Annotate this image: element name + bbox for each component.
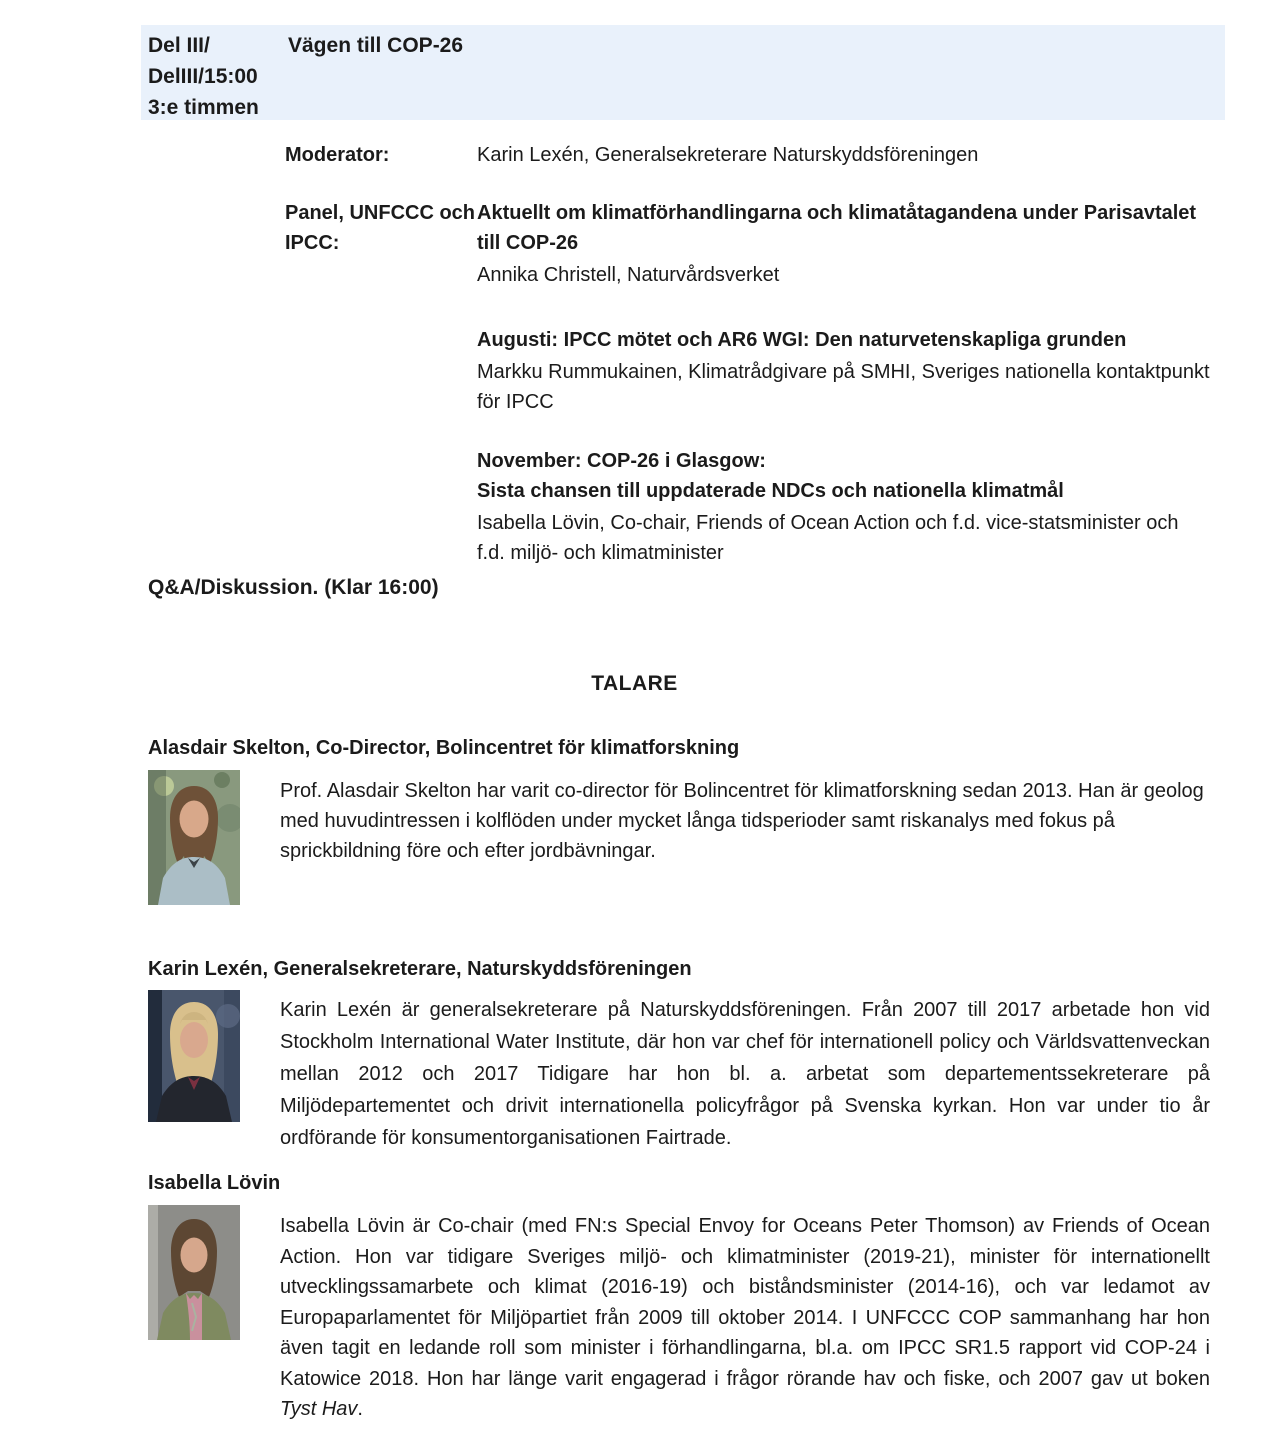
program-item-title: Aktuellt om klimatförhandlingarna och klimatåtagandena under Parisavtalet till COP-26 <box>477 202 1197 254</box>
bio-book-title: Tyst Hav <box>280 1398 358 1420</box>
moderator-value: Karin Lexén, Generalsekreterare Naturskyddsföreningen <box>477 144 979 166</box>
speaker-name-alasdair-skelton: Alasdair Skelton, Co-Director, Bolincentret för klimatforskning <box>148 737 740 759</box>
speaker-bio-alasdair-skelton: Prof. Alasdair Skelton har varit co-director för Bolincentret för klimatforskning sedan 2013. Han är geolog med huvudintressen i kolflöden under mycket långa tidsperioder samt riskanalys med fokus på sprickbildning före och efter jordbävningar. <box>280 780 1204 862</box>
program-item-speaker: Isabella Lövin, Co-chair, Friends of Ocean Action och f.d. vice-statsminister och f.d. miljö- och klimatminister <box>477 512 1179 564</box>
speaker-photo-alasdair-skelton <box>148 770 240 905</box>
session-title: Vägen till COP-26 <box>288 34 464 57</box>
program-item-title: Augusti: IPCC mötet och AR6 WGI: Den naturvetenskapliga grunden <box>477 329 1127 351</box>
session-part-line3: 3:e timmen <box>148 96 259 119</box>
speaker-bio-karin-lexen: Karin Lexén är generalsekreterare på Naturskyddsföreningen. Från 2007 till 2017 arbetade hon vid Stockholm International Water Institute, där hon var chef för internationell policy och Världsvattenveckan mellan 2012 och 2017 Tidigare har hon bl. a. arbetat som departementssekreterare på Miljödepartementet och drivit internationella policyfrågor på Svenska kyrkan. Hon var under tio år ordförande för konsumentorganisationen Fairtrade. <box>280 999 1210 1149</box>
speaker-photo-karin-lexen <box>148 990 240 1122</box>
panel-label-line1: Panel, UNFCCC och <box>285 202 476 224</box>
program-item-speaker: Markku Rummukainen, Klimatrådgivare på SMHI, Sveriges nationella kontaktpunkt för IPCC <box>477 361 1210 413</box>
panel-label <box>285 198 477 258</box>
program-item-speaker: Annika Christell, Naturvårdsverket <box>477 264 780 286</box>
program-item-title-line2: Sista chansen till uppdaterade NDCs och nationella klimatmål <box>477 480 1064 502</box>
speaker-name-isabella-lovin: Isabella Lövin <box>148 1172 281 1194</box>
moderator-label: Moderator: <box>285 144 390 166</box>
session-header <box>141 25 1225 120</box>
session-part-line2: DelIII/15:00 <box>148 65 258 88</box>
program-item-title <box>477 446 1210 506</box>
speakers-section-heading: TALARE <box>591 672 678 695</box>
speaker-bio-isabella-lovin <box>280 1211 1210 1425</box>
speaker-name-karin-lexen: Karin Lexén, Generalsekreterare, Naturskyddsföreningen <box>148 958 692 980</box>
session-part <box>148 30 259 123</box>
portrait-alasdair-skelton-icon <box>148 770 240 905</box>
portrait-karin-lexen-icon <box>148 990 240 1122</box>
bio-text-end: . <box>357 1398 363 1420</box>
portrait-isabella-lovin-icon <box>148 1205 240 1340</box>
speaker-photo-isabella-lovin <box>148 1205 240 1340</box>
panel-label-line2: IPCC: <box>285 232 340 254</box>
session-part-line1: Del III/ <box>148 34 210 57</box>
program-item-title-line1: November: COP-26 i Glasgow: <box>477 450 766 472</box>
bio-text: Isabella Lövin är Co-chair (med FN:s Special Envoy for Oceans Peter Thomson) av Friends of Ocean Action. Hon var tidigare Sveriges miljö- och klimatminister (2019-21), minister för internationellt utvecklingssamarbete och klimat (2016-19) och biståndsminister (2014-16), och var ledamot av Europaparlamentet för Miljöpartiet från 2009 till oktober 2014. I UNFCCC COP sammanhang har hon även tagit en ledande roll som minister i förhandlingarna, bl.a. om IPCC SR1.5 rapport vid COP-24 i Katowice 2018. Hon har länge varit engagerad i frågor rörande hav och fiske, och 2007 gav ut boken <box>280 1215 1210 1390</box>
qa-line: Q&A/Diskussion. (Klar 16:00) <box>148 576 439 599</box>
